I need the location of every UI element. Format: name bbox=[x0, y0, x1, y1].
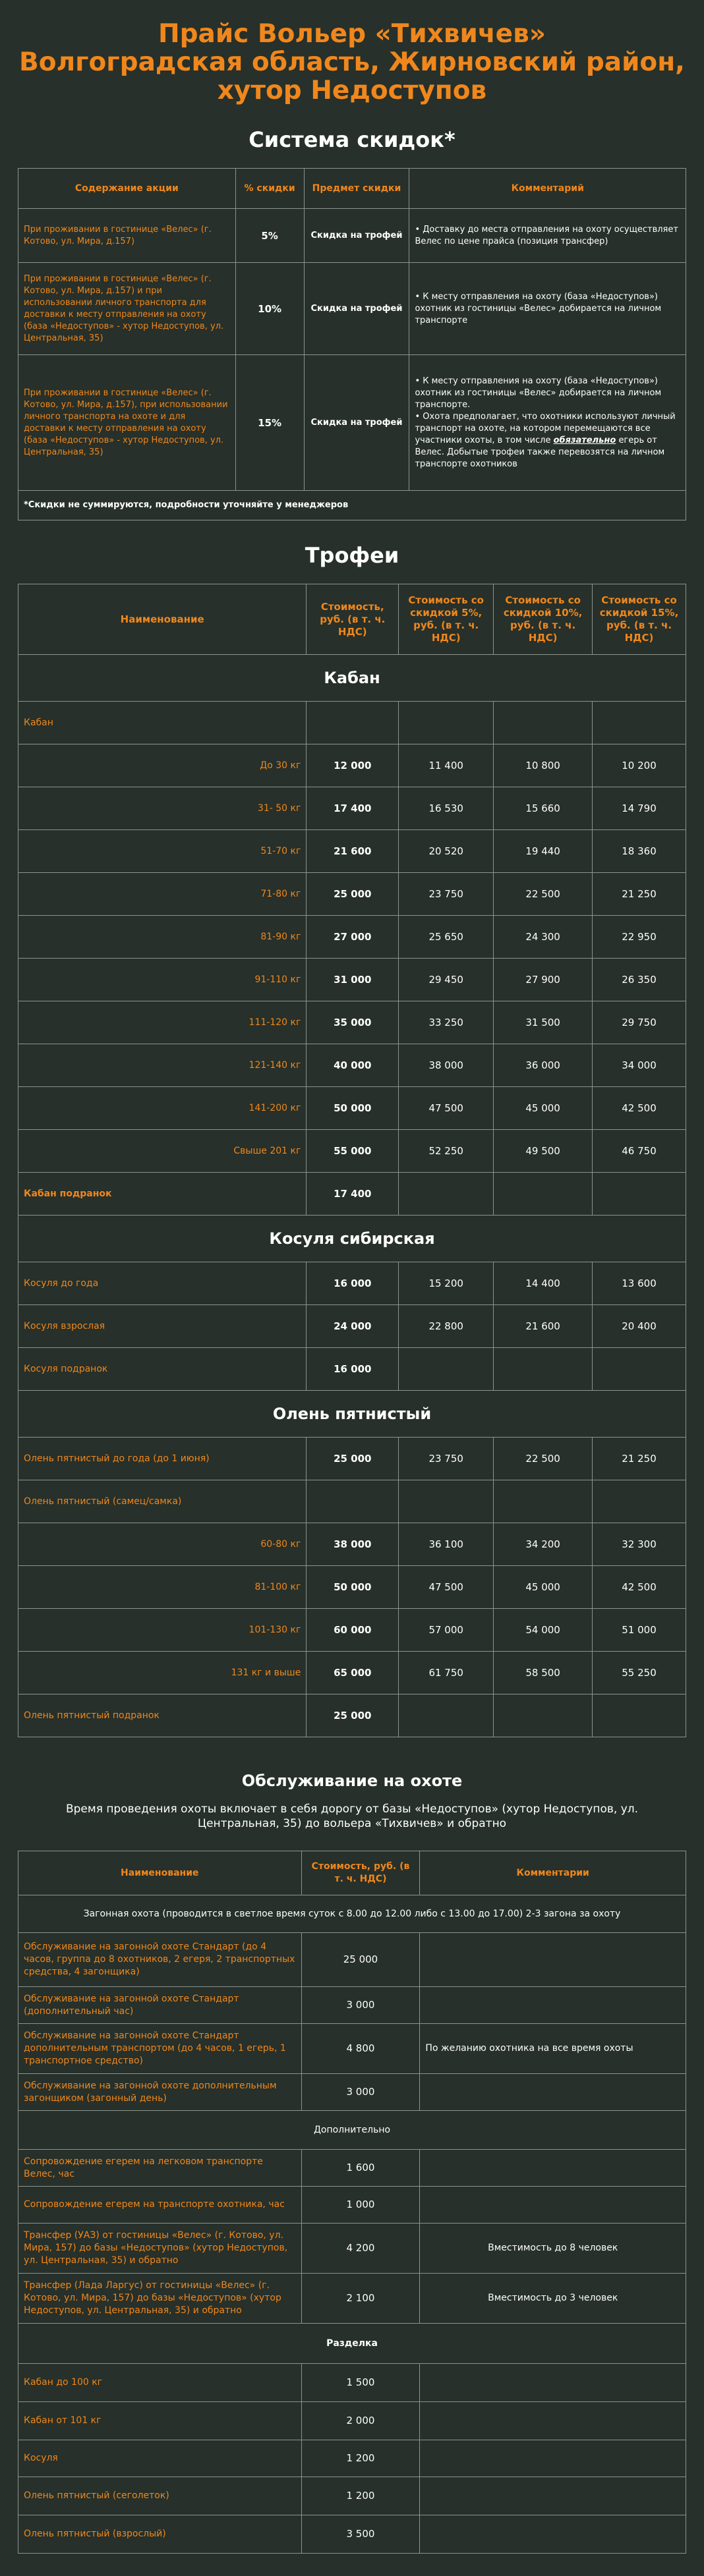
service-price: 25 000 bbox=[301, 1933, 420, 1987]
discount-action: При проживании в гостинице «Велес» (г. Котово, ул. Мира, д.157), при использовании личного транспорта на охоте и для доставки к месту отправления на охоту (база «Недоступов» - хутор Недоступов, ул. Центральная, 35) bbox=[18, 355, 236, 491]
service-row bbox=[18, 2187, 686, 2224]
trophy-price: 27 000 bbox=[307, 916, 399, 959]
trophy-discount-price bbox=[399, 702, 494, 744]
comment-item: • К месту отправления на охоту (база «Недоступов») охотник из гостиницы «Велес» добирается на личном транспорте. bbox=[415, 376, 680, 411]
trophy-discount-price: 47 500 bbox=[399, 1087, 494, 1130]
trophy-price: 50 000 bbox=[307, 1087, 399, 1130]
service-name: Кабан до 100 кг bbox=[18, 2364, 302, 2402]
trophy-name: Олень пятнистый до года (до 1 июня) bbox=[18, 1438, 307, 1480]
trophy-discount-price: 38 000 bbox=[399, 1044, 494, 1087]
trophy-discount-price: 29 450 bbox=[399, 959, 494, 1001]
trophy-row bbox=[18, 702, 686, 744]
title-line-3: хутор Недоступов bbox=[217, 76, 487, 105]
trophy-name: 60-80 кг bbox=[18, 1523, 307, 1566]
service-price: 1 200 bbox=[301, 2477, 420, 2515]
col-subject: Предмет скидки bbox=[304, 169, 409, 209]
trophy-price: 21 600 bbox=[307, 830, 399, 873]
col-action: Содержание акции bbox=[18, 169, 236, 209]
trophy-group-row bbox=[18, 1216, 686, 1262]
trophy-row bbox=[18, 1348, 686, 1391]
service-row bbox=[18, 2477, 686, 2515]
service-name: Трансфер (УАЗ) от гостиницы «Велес» (г. Котово, ул. Мира, 157) до базы «Недоступов» (хутор Недоступов, ул. Центральная, 35) и обратно bbox=[18, 2224, 302, 2274]
discount-percent: 10% bbox=[235, 263, 304, 355]
trophy-name: 101-130 кг bbox=[18, 1609, 307, 1652]
col-price-10: Стоимость со скидкой 10%, руб. (в т. ч. НДС) bbox=[494, 584, 593, 655]
trophy-price: 31 000 bbox=[307, 959, 399, 1001]
service-section-title: Загонная охота (проводится в светлое время суток с 8.00 до 12.00 либо с 13.00 до 17.00) 2-3 загона за охоту bbox=[18, 1895, 686, 1933]
trophy-discount-price: 51 000 bbox=[593, 1609, 686, 1652]
trophy-name: 31- 50 кг bbox=[18, 787, 307, 830]
service-row bbox=[18, 2402, 686, 2440]
service-price: 1 600 bbox=[301, 2150, 420, 2187]
trophy-row bbox=[18, 1173, 686, 1216]
trophy-price: 12 000 bbox=[307, 744, 399, 787]
trophy-discount-price: 34 000 bbox=[593, 1044, 686, 1087]
trophy-price: 55 000 bbox=[307, 1130, 399, 1173]
trophy-name: Олень пятнистый (самец/самка) bbox=[18, 1480, 307, 1523]
trophy-price: 16 000 bbox=[307, 1348, 399, 1391]
trophy-row bbox=[18, 1044, 686, 1087]
trophy-discount-price bbox=[593, 1348, 686, 1391]
trophy-discount-price bbox=[593, 702, 686, 744]
trophy-discount-price: 42 500 bbox=[593, 1087, 686, 1130]
discounts-header-row bbox=[18, 169, 686, 209]
service-row bbox=[18, 2024, 686, 2074]
trophy-discount-price: 55 250 bbox=[593, 1652, 686, 1694]
trophy-discount-price: 21 250 bbox=[593, 873, 686, 916]
trophy-discount-price: 22 500 bbox=[494, 873, 593, 916]
trophy-discount-price: 46 750 bbox=[593, 1130, 686, 1173]
service-name: Обслуживание на загонной охоте Стандарт (дополнительный час) bbox=[18, 1987, 302, 2024]
comment-emphasis: обязательно bbox=[553, 435, 616, 445]
service-row bbox=[18, 2515, 686, 2554]
service-price: 3 000 bbox=[301, 2074, 420, 2111]
trophy-price bbox=[307, 702, 399, 744]
trophy-discount-price bbox=[494, 702, 593, 744]
trophy-discount-price: 21 600 bbox=[494, 1305, 593, 1348]
service-comment: Вместимость до 8 человек bbox=[420, 2224, 686, 2274]
trophy-discount-price: 54 000 bbox=[494, 1609, 593, 1652]
discount-subject: Скидка на трофей bbox=[304, 209, 409, 263]
service-intro: Время проведения охоты включает в себя дорогу от базы «Недоступов» (хутор Недоступов, ул. Центральная, 35) до вольера «Тихвичев» и обратно bbox=[65, 1803, 639, 1830]
comment-item bbox=[415, 411, 680, 470]
discount-action: При проживании в гостинице «Велес» (г. Котово, ул. Мира, д.157) и при использовании личного транспорта для доставки к месту отправления на охоту (база «Недоступов» - хутор Недоступов, ул. Центральная, 35) bbox=[18, 263, 236, 355]
trophy-row bbox=[18, 959, 686, 1001]
trophy-discount-price bbox=[494, 1694, 593, 1737]
col-service-name: Наименование bbox=[18, 1851, 302, 1895]
trophy-name: До 30 кг bbox=[18, 744, 307, 787]
trophy-price: 25 000 bbox=[307, 1438, 399, 1480]
trophy-discount-price: 61 750 bbox=[399, 1652, 494, 1694]
trophy-row bbox=[18, 1087, 686, 1130]
trophy-discount-price: 14 400 bbox=[494, 1262, 593, 1305]
trophy-price: 60 000 bbox=[307, 1609, 399, 1652]
trophy-discount-price: 22 500 bbox=[494, 1438, 593, 1480]
service-name: Обслуживание на загонной охоте Стандарт (до 4 часов, группа до 8 охотников, 2 егеря, 2 транспортных средства, 4 загонщика) bbox=[18, 1933, 302, 1987]
service-title: Обслуживание на охоте bbox=[241, 1772, 463, 1790]
trophy-row bbox=[18, 744, 686, 787]
discount-row bbox=[18, 209, 686, 263]
page-title bbox=[13, 20, 691, 105]
discounts-table bbox=[18, 168, 686, 520]
trophy-name: 91-110 кг bbox=[18, 959, 307, 1001]
trophy-discount-price: 49 500 bbox=[494, 1130, 593, 1173]
trophy-discount-price: 11 400 bbox=[399, 744, 494, 787]
trophy-row bbox=[18, 1523, 686, 1566]
discounts-title: Система скидок* bbox=[249, 127, 455, 152]
service-name: Олень пятнистый (взрослый) bbox=[18, 2515, 302, 2554]
service-name: Кабан от 101 кг bbox=[18, 2402, 302, 2440]
trophy-discount-price: 33 250 bbox=[399, 1001, 494, 1044]
service-header-row bbox=[18, 1851, 686, 1895]
service-price: 1 200 bbox=[301, 2440, 420, 2477]
comment-item: • К месту отправления на охоту (база «Недоступов») охотник из гостиницы «Велес» добирается на личном транспорте bbox=[415, 291, 680, 327]
trophy-row bbox=[18, 1694, 686, 1737]
discount-subject: Скидка на трофей bbox=[304, 263, 409, 355]
trophy-discount-price bbox=[494, 1480, 593, 1523]
trophy-discount-price: 58 500 bbox=[494, 1652, 593, 1694]
trophy-group-title: Косуля сибирская bbox=[18, 1216, 686, 1262]
service-comment bbox=[420, 1933, 686, 1987]
service-row bbox=[18, 2440, 686, 2477]
trophy-discount-price: 18 360 bbox=[593, 830, 686, 873]
trophy-name: 81-90 кг bbox=[18, 916, 307, 959]
trophy-row bbox=[18, 787, 686, 830]
service-price: 4 200 bbox=[301, 2224, 420, 2274]
trophy-row bbox=[18, 1130, 686, 1173]
discount-subject: Скидка на трофей bbox=[304, 355, 409, 491]
trophy-name: 51-70 кг bbox=[18, 830, 307, 873]
trophy-discount-price bbox=[399, 1173, 494, 1216]
service-name: Косуля bbox=[18, 2440, 302, 2477]
service-comment bbox=[420, 2074, 686, 2111]
trophy-discount-price: 27 900 bbox=[494, 959, 593, 1001]
service-section-title: Дополнительно bbox=[18, 2111, 686, 2150]
service-price: 3 500 bbox=[301, 2515, 420, 2554]
trophy-name: Косуля взрослая bbox=[18, 1305, 307, 1348]
trophy-discount-price: 36 000 bbox=[494, 1044, 593, 1087]
service-name: Сопровождение егерем на легковом транспорте Велес, час bbox=[18, 2150, 302, 2187]
trophy-name: Свыше 201 кг bbox=[18, 1130, 307, 1173]
service-section-title: Разделка bbox=[18, 2324, 686, 2364]
trophy-discount-price: 22 950 bbox=[593, 916, 686, 959]
trophy-discount-price: 16 530 bbox=[399, 787, 494, 830]
trophy-price: 38 000 bbox=[307, 1523, 399, 1566]
service-section-row bbox=[18, 2111, 686, 2150]
trophy-discount-price: 23 750 bbox=[399, 873, 494, 916]
col-price-5: Стоимость со скидкой 5%, руб. (в т. ч. НДС) bbox=[399, 584, 494, 655]
trophy-discount-price: 15 200 bbox=[399, 1262, 494, 1305]
trophy-discount-price: 20 400 bbox=[593, 1305, 686, 1348]
discount-comment bbox=[409, 209, 686, 263]
comment-item: • Доставку до места отправления на охоту осуществляет Велес по цене прайса (позиция трансфер) bbox=[415, 224, 680, 248]
service-price: 2 100 bbox=[301, 2274, 420, 2324]
trophy-discount-price bbox=[399, 1348, 494, 1391]
col-comment: Комментарий bbox=[409, 169, 686, 209]
trophy-row bbox=[18, 873, 686, 916]
trophy-name: 131 кг и выше bbox=[18, 1652, 307, 1694]
service-price: 1 500 bbox=[301, 2364, 420, 2402]
service-row bbox=[18, 2074, 686, 2111]
trophy-name: 121-140 кг bbox=[18, 1044, 307, 1087]
trophies-header-row bbox=[18, 584, 686, 655]
trophy-discount-price: 23 750 bbox=[399, 1438, 494, 1480]
trophy-discount-price: 52 250 bbox=[399, 1130, 494, 1173]
trophies-title: Трофеи bbox=[305, 543, 399, 568]
col-service-price: Стоимость, руб. (в т. ч. НДС) bbox=[301, 1851, 420, 1895]
discount-action: При проживании в гостинице «Велес» (г. Котово, ул. Мира, д.157) bbox=[18, 209, 236, 263]
trophy-discount-price: 22 800 bbox=[399, 1305, 494, 1348]
trophy-discount-price: 19 440 bbox=[494, 830, 593, 873]
trophy-discount-price: 21 250 bbox=[593, 1438, 686, 1480]
trophy-price: 25 000 bbox=[307, 1694, 399, 1737]
service-row bbox=[18, 1933, 686, 1987]
service-table bbox=[18, 1851, 686, 2554]
discounts-note-row bbox=[18, 491, 686, 520]
trophy-discount-price: 26 350 bbox=[593, 959, 686, 1001]
service-name: Трансфер (Лада Ларгус) от гостиницы «Велес» (г. Котово, ул. Мира, 157) до базы «Недоступов» (хутор Недоступов, ул. Центральная, 35) и обратно bbox=[18, 2274, 302, 2324]
discount-percent: 5% bbox=[235, 209, 304, 263]
trophy-price: 25 000 bbox=[307, 873, 399, 916]
service-comment: Вместимость до 3 человек bbox=[420, 2274, 686, 2324]
trophy-group-row bbox=[18, 655, 686, 702]
trophy-discount-price: 14 790 bbox=[593, 787, 686, 830]
trophy-group-title: Кабан bbox=[18, 655, 686, 702]
discount-row bbox=[18, 355, 686, 491]
trophy-price: 65 000 bbox=[307, 1652, 399, 1694]
service-comment bbox=[420, 2402, 686, 2440]
service-row bbox=[18, 2364, 686, 2402]
trophy-name: 111-120 кг bbox=[18, 1001, 307, 1044]
service-row bbox=[18, 2150, 686, 2187]
trophy-discount-price: 42 500 bbox=[593, 1566, 686, 1609]
trophy-name: 141-200 кг bbox=[18, 1087, 307, 1130]
trophies-table bbox=[18, 584, 686, 1737]
col-price: Стоимость, руб. (в т. ч. НДС) bbox=[307, 584, 399, 655]
trophy-price bbox=[307, 1480, 399, 1523]
trophy-name: Олень пятнистый подранок bbox=[18, 1694, 307, 1737]
trophy-discount-price: 36 100 bbox=[399, 1523, 494, 1566]
service-comment bbox=[420, 1987, 686, 2024]
trophy-discount-price: 57 000 bbox=[399, 1609, 494, 1652]
trophy-discount-price: 15 660 bbox=[494, 787, 593, 830]
service-section-row bbox=[18, 1895, 686, 1933]
service-price: 1 000 bbox=[301, 2187, 420, 2224]
trophy-discount-price: 47 500 bbox=[399, 1566, 494, 1609]
trophy-name: Косуля подранок bbox=[18, 1348, 307, 1391]
trophy-price: 40 000 bbox=[307, 1044, 399, 1087]
title-line-1: Прайс Вольер «Тихвичев» bbox=[158, 19, 546, 49]
trophy-row bbox=[18, 1001, 686, 1044]
comment-text: Охота предполагает, что охотники используют личный транспорт на охоте, на котором перемещаются все участники охоты, в том числе bbox=[415, 411, 676, 445]
service-name: Обслуживание на загонной охоте Стандарт дополнительным транспортом (до 4 часов, 1 егерь, 1 транспортное средство) bbox=[18, 2024, 302, 2074]
trophy-row bbox=[18, 1480, 686, 1523]
trophy-name: Косуля до года bbox=[18, 1262, 307, 1305]
trophy-row bbox=[18, 1609, 686, 1652]
service-comment bbox=[420, 2515, 686, 2554]
trophy-discount-price: 32 300 bbox=[593, 1523, 686, 1566]
trophy-price: 24 000 bbox=[307, 1305, 399, 1348]
trophy-row bbox=[18, 1262, 686, 1305]
trophy-discount-price: 31 500 bbox=[494, 1001, 593, 1044]
discount-comment bbox=[409, 263, 686, 355]
trophy-discount-price: 45 000 bbox=[494, 1566, 593, 1609]
trophy-name: Кабан подранок bbox=[18, 1173, 307, 1216]
service-name: Сопровождение егерем на транспорте охотника, час bbox=[18, 2187, 302, 2224]
service-comment bbox=[420, 2187, 686, 2224]
service-comment bbox=[420, 2150, 686, 2187]
trophy-discount-price bbox=[494, 1348, 593, 1391]
trophy-discount-price bbox=[399, 1480, 494, 1523]
service-name: Обслуживание на загонной охоте дополнительным загонщиком (загонный день) bbox=[18, 2074, 302, 2111]
trophy-discount-price bbox=[399, 1694, 494, 1737]
trophy-discount-price: 29 750 bbox=[593, 1001, 686, 1044]
trophy-price: 17 400 bbox=[307, 787, 399, 830]
service-name: Олень пятнистый (сеголеток) bbox=[18, 2477, 302, 2515]
service-comment: По желанию охотника на все время охоты bbox=[420, 2024, 686, 2074]
trophy-row bbox=[18, 1652, 686, 1694]
trophy-discount-price: 13 600 bbox=[593, 1262, 686, 1305]
title-line-2: Волгоградская область, Жирновский район, bbox=[19, 47, 685, 77]
trophy-discount-price: 34 200 bbox=[494, 1523, 593, 1566]
service-price: 4 800 bbox=[301, 2024, 420, 2074]
trophy-name: 81-100 кг bbox=[18, 1566, 307, 1609]
trophy-price: 50 000 bbox=[307, 1566, 399, 1609]
discounts-note: *Скидки не суммируются, подробности уточняйте у менеджеров bbox=[18, 491, 686, 520]
trophy-discount-price: 20 520 bbox=[399, 830, 494, 873]
service-section-row bbox=[18, 2324, 686, 2364]
service-row bbox=[18, 2274, 686, 2324]
discount-percent: 15% bbox=[235, 355, 304, 491]
col-service-comment: Комментарии bbox=[420, 1851, 686, 1895]
service-price: 2 000 bbox=[301, 2402, 420, 2440]
trophy-row bbox=[18, 1566, 686, 1609]
service-price: 3 000 bbox=[301, 1987, 420, 2024]
trophy-group-row bbox=[18, 1391, 686, 1438]
service-row bbox=[18, 1987, 686, 2024]
col-percent: % скидки bbox=[235, 169, 304, 209]
trophy-row bbox=[18, 830, 686, 873]
trophy-discount-price: 10 800 bbox=[494, 744, 593, 787]
trophy-discount-price: 24 300 bbox=[494, 916, 593, 959]
trophy-group-title: Олень пятнистый bbox=[18, 1391, 686, 1438]
comment-tail: егерь от Велес. Добытые трофеи также перевозятся на личном транспорте охотников bbox=[415, 435, 665, 469]
trophy-row bbox=[18, 1305, 686, 1348]
col-name: Наименование bbox=[18, 584, 307, 655]
col-price-15: Стоимость со скидкой 15%, руб. (в т. ч. НДС) bbox=[593, 584, 686, 655]
trophy-discount-price bbox=[593, 1173, 686, 1216]
trophy-discount-price: 10 200 bbox=[593, 744, 686, 787]
trophy-row bbox=[18, 916, 686, 959]
service-row bbox=[18, 2224, 686, 2274]
trophy-row bbox=[18, 1438, 686, 1480]
trophy-discount-price: 45 000 bbox=[494, 1087, 593, 1130]
service-comment bbox=[420, 2364, 686, 2402]
trophy-discount-price bbox=[593, 1694, 686, 1737]
discount-row bbox=[18, 263, 686, 355]
trophy-discount-price: 25 650 bbox=[399, 916, 494, 959]
trophy-discount-price bbox=[593, 1480, 686, 1523]
trophy-price: 17 400 bbox=[307, 1173, 399, 1216]
trophy-discount-price bbox=[494, 1173, 593, 1216]
discount-comment bbox=[409, 355, 686, 491]
trophy-price: 16 000 bbox=[307, 1262, 399, 1305]
service-comment bbox=[420, 2440, 686, 2477]
trophy-name: 71-80 кг bbox=[18, 873, 307, 916]
trophy-name: Кабан bbox=[18, 702, 307, 744]
trophy-price: 35 000 bbox=[307, 1001, 399, 1044]
service-comment bbox=[420, 2477, 686, 2515]
